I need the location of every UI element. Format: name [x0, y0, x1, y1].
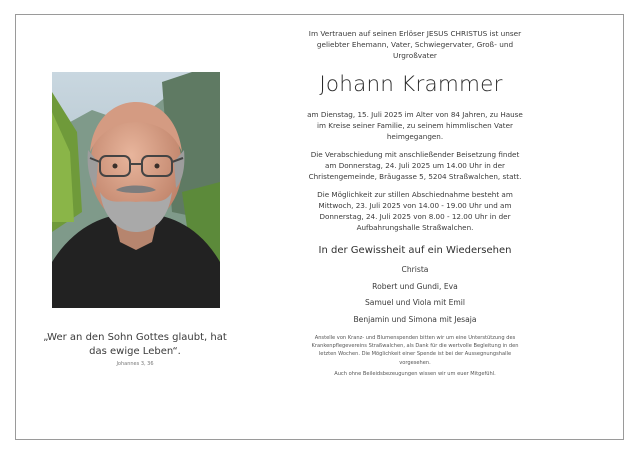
- quote-text: „Wer an den Sohn Gottes glaubt, hat das ewige Leben“.: [43, 332, 227, 357]
- mourner-item: Benjamin und Simona mit Jesaja: [353, 314, 477, 324]
- quote-source: Johannes 3, 36: [116, 361, 154, 367]
- footer-note: [306, 334, 524, 378]
- portrait-photo: [52, 72, 220, 308]
- announcement-text: [306, 28, 524, 378]
- viewing-details: Die Möglichkeit zur stillen Abschiednahme besteht am Mittwoch, 23. Juli 2025 von 14.00 - 19.00 Uhr und am Donnerstag, 24. Juli 2025 von 8.00 - 12.00 Uhr in der Aufbahrungshalle Straßwalchen.: [317, 190, 513, 232]
- bible-quote: [40, 331, 230, 368]
- reunion-heading: In der Gewissheit auf ein Wiedersehen: [318, 245, 512, 256]
- mourners-list: [306, 262, 524, 328]
- mourner-item: Robert und Gundi, Eva: [372, 281, 458, 291]
- intro-text: Im Vertrauen auf seinen Erlöser JESUS CHRISTUS ist unser geliebter Ehemann, Vater, Schwiegervater, Groß- und Urgroßvater: [308, 29, 522, 60]
- mourner-item: Samuel und Viola mit Emil: [364, 298, 465, 307]
- deceased-name: Johann Krammer: [319, 72, 503, 97]
- funeral-details: Die Verabschiedung mit anschließender Beisetzung findet am Donnerstag, 24. Juli 2025 um 14.00 Uhr in der Christengemeinde, Bräugasse 5, 5204 Straßwalchen, statt.: [308, 150, 522, 181]
- death-details: am Dienstag, 15. Juli 2025 im Alter von 84 Jahren, zu Hause im Kreise seiner Familie, zu seinem himmlischen Vater heimgegangen.: [307, 110, 523, 141]
- donation-note: Anstelle von Kranz- und Blumenspenden bitten wir um eine Unterstützung des Krankenpflegevereins Straßwalchen, als Dank für die wertvolle Begleitung in den letzten Wochen. Die Möglichkeit einer Spende ist bei der Aussegnungshalle vorgesehen.: [311, 335, 519, 366]
- condolence-note: Auch ohne Beileidsbezeugungen wissen wir um euer Mitgefühl.: [334, 370, 496, 377]
- mourner-item: Christa: [401, 265, 429, 274]
